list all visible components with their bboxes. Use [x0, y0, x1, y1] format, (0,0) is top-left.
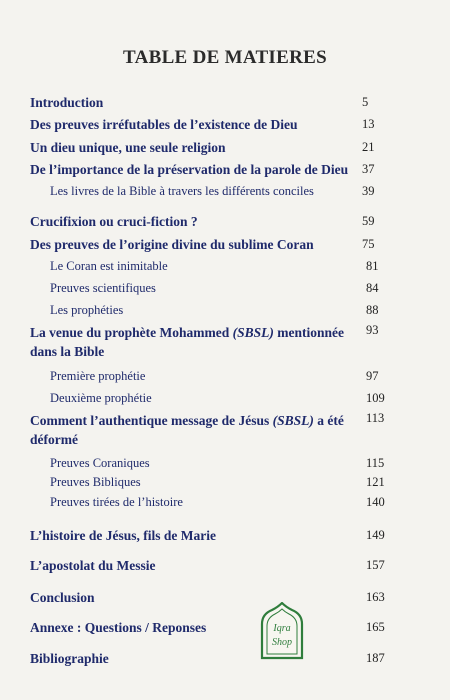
toc-entry-page: 165 — [366, 620, 385, 634]
toc-entry-page: 115 — [366, 456, 385, 470]
toc-entry-page: 88 — [366, 303, 379, 317]
toc-entry-label: Comment l’authentique message de Jésus (SBSL) a été déformé — [30, 413, 344, 447]
toc-subentry-label: Preuves scientifiques — [50, 281, 156, 295]
toc-entry-page: 37 — [362, 162, 375, 176]
logo-word-1: Iqra — [273, 623, 291, 634]
toc-entry-label: Crucifixion ou cruci-fiction ? — [30, 214, 198, 229]
iqra-shop-logo — [258, 602, 306, 660]
toc-entry-label: L’apostolat du Messie — [30, 558, 156, 573]
toc-entry-label: Des preuves irréfutables de l’existence de Dieu — [30, 117, 298, 132]
toc-entry-label: Conclusion — [30, 590, 95, 605]
toc-entry-page: 21 — [362, 140, 375, 154]
toc-subentry-label: Deuxième prophétie — [50, 391, 152, 405]
toc-entry-page: 97 — [366, 369, 379, 383]
toc-entry-page: 163 — [366, 590, 385, 604]
toc-subentry-label: Première prophétie — [50, 369, 146, 383]
toc-entry-page: 81 — [366, 259, 379, 273]
toc-entry-page: 39 — [362, 184, 375, 198]
toc-entry-page: 84 — [366, 281, 379, 295]
toc-entry-page: 109 — [366, 391, 385, 405]
toc-entry-page: 187 — [366, 651, 385, 665]
toc-subentry-label: Le Coran est inimitable — [50, 259, 168, 273]
toc-entry-page: 75 — [362, 237, 375, 251]
toc-subentry-label: Preuves tirées de l’histoire — [50, 495, 183, 509]
toc-entry-label: Bibliographie — [30, 651, 109, 666]
toc-subentry-label: Les livres de la Bible à travers les différents conciles — [50, 184, 314, 198]
toc-entry-page: 5 — [362, 95, 369, 109]
toc-entry-page: 59 — [362, 214, 375, 228]
toc-subentry-label: Preuves Coraniques — [50, 456, 150, 470]
toc-entry-page: 113 — [366, 411, 385, 425]
toc-subentry-label: Preuves Bibliques — [50, 475, 141, 489]
toc-entry-page: 93 — [366, 323, 379, 337]
toc-entry-label: Annexe : Questions / Reponses — [30, 620, 207, 635]
toc-entry-page: 121 — [366, 475, 385, 489]
logo-word-2: Shop — [272, 637, 292, 648]
toc-entry-label: L’histoire de Jésus, fils de Marie — [30, 528, 216, 543]
toc-subentry-label: Les prophéties — [50, 303, 124, 317]
toc-entry-label: Introduction — [30, 95, 104, 110]
toc-entry-page: 149 — [366, 528, 385, 542]
toc-entry-label: Un dieu unique, une seule religion — [30, 140, 226, 155]
toc-entry-page: 140 — [366, 495, 385, 509]
toc-entry-label: De l’importance de la préservation de la parole de Dieu — [30, 162, 349, 177]
toc-entry-page: 157 — [366, 558, 385, 572]
toc-entry-label: Des preuves de l’origine divine du sublime Coran — [30, 237, 314, 252]
toc-entry-label: La venue du prophète Mohammed (SBSL) mentionnée dans la Bible — [30, 325, 345, 359]
page-title: TABLE DE MATIERES — [123, 47, 327, 68]
toc-entry-page: 13 — [362, 117, 375, 131]
